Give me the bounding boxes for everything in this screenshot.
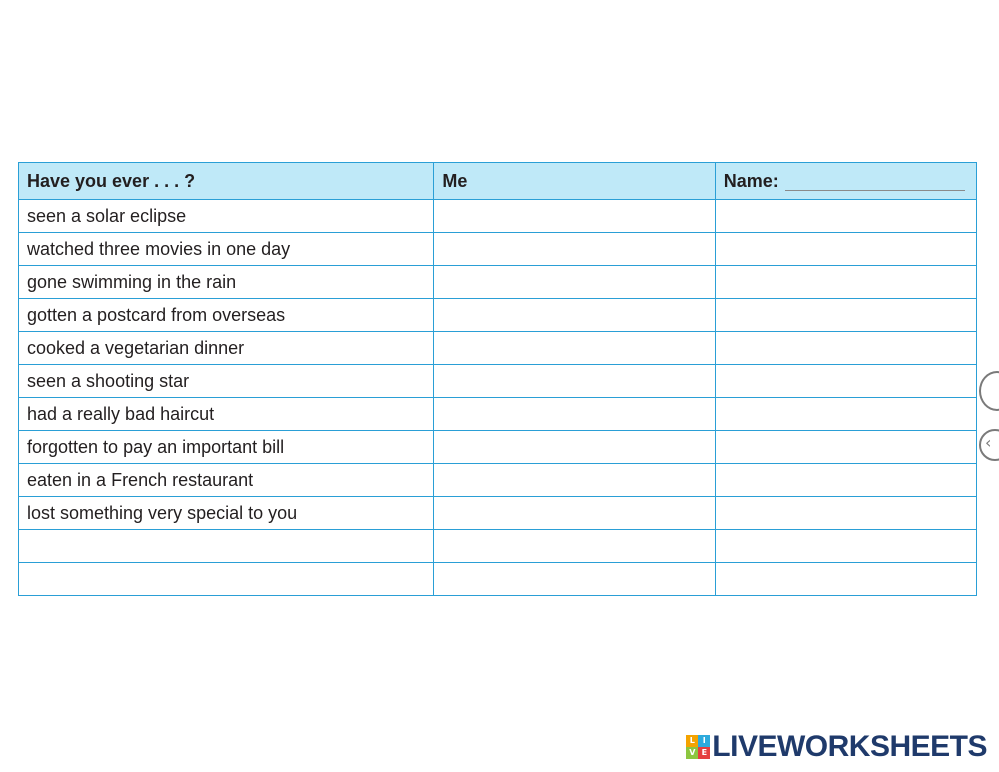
question-cell[interactable] xyxy=(19,563,434,596)
question-cell: forgotten to pay an important bill xyxy=(19,431,434,464)
name-write-line xyxy=(785,190,965,191)
question-cell[interactable] xyxy=(19,530,434,563)
table-row xyxy=(19,233,977,266)
question-cell: had a really bad haircut xyxy=(19,398,434,431)
me-answer-cell[interactable] xyxy=(434,431,715,464)
table-header-row xyxy=(19,163,977,200)
logo-mark-letter: I xyxy=(698,735,710,747)
me-answer-cell[interactable] xyxy=(434,299,715,332)
partner-answer-cell[interactable] xyxy=(715,497,976,530)
me-answer-cell[interactable] xyxy=(434,464,715,497)
table-row xyxy=(19,497,977,530)
question-cell: lost something very special to you xyxy=(19,497,434,530)
question-cell: seen a shooting star xyxy=(19,365,434,398)
worksheet-table xyxy=(18,162,977,596)
table-row xyxy=(19,530,977,563)
me-answer-cell[interactable] xyxy=(434,332,715,365)
chevron-glyph: ‹ xyxy=(985,433,992,452)
header-name xyxy=(715,163,976,200)
question-cell: eaten in a French restaurant xyxy=(19,464,434,497)
partner-answer-cell[interactable] xyxy=(715,365,976,398)
header-me: Me xyxy=(434,163,715,200)
partner-answer-cell[interactable] xyxy=(715,233,976,266)
table-row xyxy=(19,266,977,299)
me-answer-cell[interactable] xyxy=(434,530,715,563)
question-cell: watched three movies in one day xyxy=(19,233,434,266)
logo-mark-icon xyxy=(686,735,710,759)
table-row xyxy=(19,563,977,596)
question-cell: cooked a vegetarian dinner xyxy=(19,332,434,365)
logo-mark-letter: E xyxy=(698,747,710,759)
me-answer-cell[interactable] xyxy=(434,266,715,299)
partner-answer-cell[interactable] xyxy=(715,398,976,431)
me-answer-cell[interactable] xyxy=(434,398,715,431)
question-cell: gotten a postcard from overseas xyxy=(19,299,434,332)
partner-answer-cell[interactable] xyxy=(715,563,976,596)
table-row xyxy=(19,332,977,365)
liveworksheets-logo xyxy=(686,730,987,764)
table-row xyxy=(19,299,977,332)
table-row xyxy=(19,431,977,464)
chevron-left-icon[interactable] xyxy=(979,429,999,461)
question-cell: gone swimming in the rain xyxy=(19,266,434,299)
question-cell: seen a solar eclipse xyxy=(19,200,434,233)
panel-tab-icon[interactable] xyxy=(979,371,999,411)
logo-text: LIVEWORKSHEETS xyxy=(712,730,987,763)
partner-answer-cell[interactable] xyxy=(715,332,976,365)
me-answer-cell[interactable] xyxy=(434,233,715,266)
partner-answer-cell[interactable] xyxy=(715,431,976,464)
header-name-label: Name: xyxy=(723,170,779,191)
partner-answer-cell[interactable] xyxy=(715,464,976,497)
table-row xyxy=(19,464,977,497)
logo-mark-letter: L xyxy=(686,735,698,747)
partner-answer-cell[interactable] xyxy=(715,299,976,332)
me-answer-cell[interactable] xyxy=(434,497,715,530)
me-answer-cell[interactable] xyxy=(434,563,715,596)
me-answer-cell[interactable] xyxy=(434,365,715,398)
partner-answer-cell[interactable] xyxy=(715,530,976,563)
partner-answer-cell[interactable] xyxy=(715,266,976,299)
table-row xyxy=(19,365,977,398)
partner-answer-cell[interactable] xyxy=(715,200,976,233)
header-question: Have you ever . . . ? xyxy=(19,163,434,200)
logo-mark-letter: V xyxy=(686,747,698,759)
me-answer-cell[interactable] xyxy=(434,200,715,233)
table-row xyxy=(19,398,977,431)
table-row xyxy=(19,200,977,233)
